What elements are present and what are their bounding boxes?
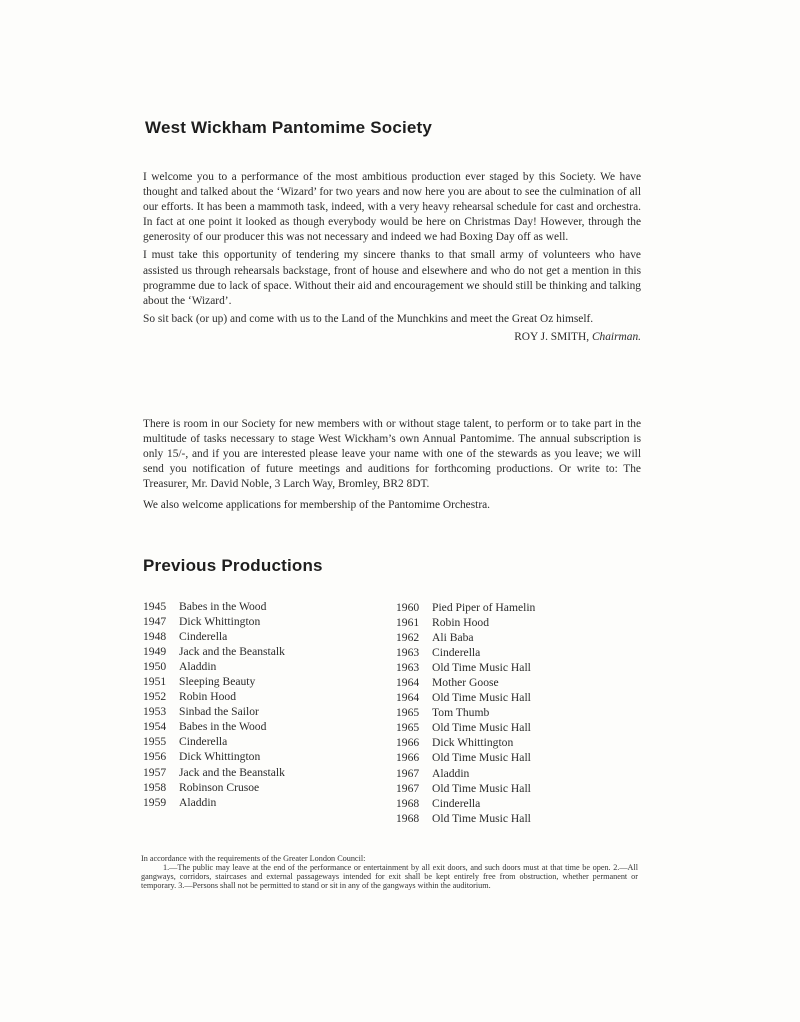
welcome-paragraph: I must take this opportunity of tendering my sincere thanks to that small army of volunteers who have assisted us through rehearsals backstage, front of house and elsewhere and who do not get a mention in this programme due to lack of space. Without their aid and encouragement we should still be thinking and talking about the ‘Wizard’. (143, 249, 641, 307)
production-title: Jack and the Beanstalk (179, 765, 285, 779)
production-title: Babes in the Wood (179, 600, 267, 613)
production-year: 1961 (396, 616, 420, 630)
production-item (396, 720, 535, 735)
production-title: Jack and the Beanstalk (179, 645, 285, 659)
production-title: Old Time Music Hall (432, 691, 531, 705)
production-year: 1957 (143, 765, 167, 779)
production-item (143, 765, 285, 780)
production-title: Sleeping Beauty (179, 675, 256, 689)
production-year: 1967 (396, 766, 420, 780)
membership-paragraph: We also welcome applications for membership of the Pantomime Orchestra. (143, 499, 491, 512)
production-item (143, 704, 285, 719)
production-year: 1953 (143, 705, 167, 719)
production-item (396, 781, 535, 796)
membership-section (143, 417, 641, 517)
production-title: Old Time Music Hall (432, 721, 531, 735)
signature (143, 330, 641, 345)
production-year: 1945 (143, 600, 167, 613)
production-title: Babes in the Wood (179, 720, 267, 734)
production-item (143, 629, 285, 644)
society-heading: West Wickham Pantomime Society (145, 118, 433, 137)
production-item (143, 734, 285, 749)
production-item (143, 674, 285, 689)
membership-paragraph: There is room in our Society for new members with or without stage talent, to perform or to take part in the multitude of tasks necessary to stage West Wickham’s own Annual Pantomime. The annual subscription is only 15/-, and if you are interested please leave your name with one of the stewards as you leave; we will send you notification of future meetings and auditions for forthcoming productions. Or write to: The Treasurer, Mr. David Noble, 3 Larch Way, Bromley, BR2 8DT. (143, 418, 641, 491)
welcome-paragraph: I welcome you to a performance of the most ambitious production ever staged by this Society. We have thought and talked about the ‘Wizard’ for two years and now here you are about to see the culmination of all our efforts. It has been a mammoth task, indeed, with a very heavy rehearsal schedule for cast and orchestra. In fact at one point it looked as though everybody would be here on Christmas Day! However, through the generosity of our producer this was not necessary and indeed we had Boxing Day off as well. (143, 171, 641, 244)
production-year: 1962 (396, 631, 420, 645)
production-title: Aladdin (179, 795, 217, 809)
production-year: 1964 (396, 691, 420, 705)
notice-intro: In accordance with the requirements of the Greater London Council: (141, 854, 366, 863)
production-item (143, 749, 285, 764)
production-year: 1959 (143, 795, 167, 809)
production-year: 1965 (396, 706, 420, 720)
production-item (396, 796, 535, 811)
production-year: 1963 (396, 646, 420, 660)
production-year: 1964 (396, 676, 420, 690)
production-item (396, 630, 535, 645)
production-title: Sinbad the Sailor (179, 705, 259, 719)
production-year: 1960 (396, 601, 420, 614)
production-year: 1967 (396, 781, 420, 795)
production-title: Cinderella (179, 630, 228, 644)
productions-list-left (143, 599, 285, 810)
production-item (143, 795, 285, 810)
production-title: Mother Goose (432, 676, 499, 690)
council-notice (141, 855, 638, 891)
production-item (396, 675, 535, 690)
production-item (143, 599, 285, 614)
production-title: Robin Hood (179, 690, 237, 704)
production-item (396, 615, 535, 630)
production-year: 1952 (143, 690, 167, 704)
production-title: Old Time Music Hall (432, 811, 531, 825)
production-title: Old Time Music Hall (432, 781, 531, 795)
production-year: 1963 (396, 661, 420, 675)
productions-heading: Previous Productions (143, 556, 323, 575)
production-item (143, 689, 285, 704)
production-title: Cinderella (432, 646, 481, 660)
production-title: Robin Hood (432, 616, 490, 630)
production-title: Cinderella (432, 796, 481, 810)
production-year: 1956 (143, 750, 167, 764)
production-title: Tom Thumb (432, 706, 490, 720)
production-item (396, 811, 535, 826)
production-item (143, 719, 285, 734)
production-item (396, 645, 535, 660)
production-item (396, 600, 535, 615)
production-title: Old Time Music Hall (432, 661, 531, 675)
production-item (396, 766, 535, 781)
production-year: 1951 (143, 675, 167, 689)
production-item (396, 660, 535, 675)
production-title: Ali Baba (432, 631, 474, 645)
production-title: Robinson Crusoe (179, 780, 260, 794)
production-year: 1955 (143, 735, 167, 749)
signature-role: Chairman. (591, 330, 641, 343)
production-year: 1968 (396, 796, 420, 810)
production-title: Dick Whittington (432, 736, 514, 750)
production-year: 1947 (143, 615, 167, 629)
production-item (143, 780, 285, 795)
production-title: Old Time Music Hall (432, 751, 531, 765)
production-title: Aladdin (432, 766, 470, 780)
welcome-paragraph: So sit back (or up) and come with us to the Land of the Munchkins and meet the Great Oz himself. (143, 312, 594, 325)
production-year: 1968 (396, 811, 420, 825)
production-year: 1950 (143, 660, 167, 674)
production-title: Pied Piper of Hamelin (432, 601, 536, 614)
signature-name: ROY J. SMITH, (514, 330, 590, 343)
production-year: 1954 (143, 720, 167, 734)
production-year: 1948 (143, 630, 167, 644)
production-title: Aladdin (179, 660, 217, 674)
production-year: 1958 (143, 780, 167, 794)
production-title: Dick Whittington (179, 750, 261, 764)
production-year: 1949 (143, 645, 167, 659)
notice-body: 1.—The public may leave at the end of the performance or entertainment by all exit doors, and such doors must at that time be open. 2.—All gangways, corridors, staircases and external passageways intended for exit shall be kept entirely free from obstruction, whether permanent or temporary. 3.—Persons shall not be permitted to stand or sit in any of the gangways within the auditorium. (141, 862, 638, 890)
productions-list-right (396, 600, 535, 826)
production-item (143, 659, 285, 674)
production-item (143, 644, 285, 659)
production-item (396, 735, 535, 750)
production-year: 1966 (396, 751, 420, 765)
production-item (143, 614, 285, 629)
production-item (396, 750, 535, 765)
production-year: 1965 (396, 721, 420, 735)
welcome-section (143, 170, 641, 348)
production-title: Dick Whittington (179, 615, 261, 629)
production-item (396, 690, 535, 705)
production-year: 1966 (396, 736, 420, 750)
production-title: Cinderella (179, 735, 228, 749)
production-item (396, 705, 535, 720)
